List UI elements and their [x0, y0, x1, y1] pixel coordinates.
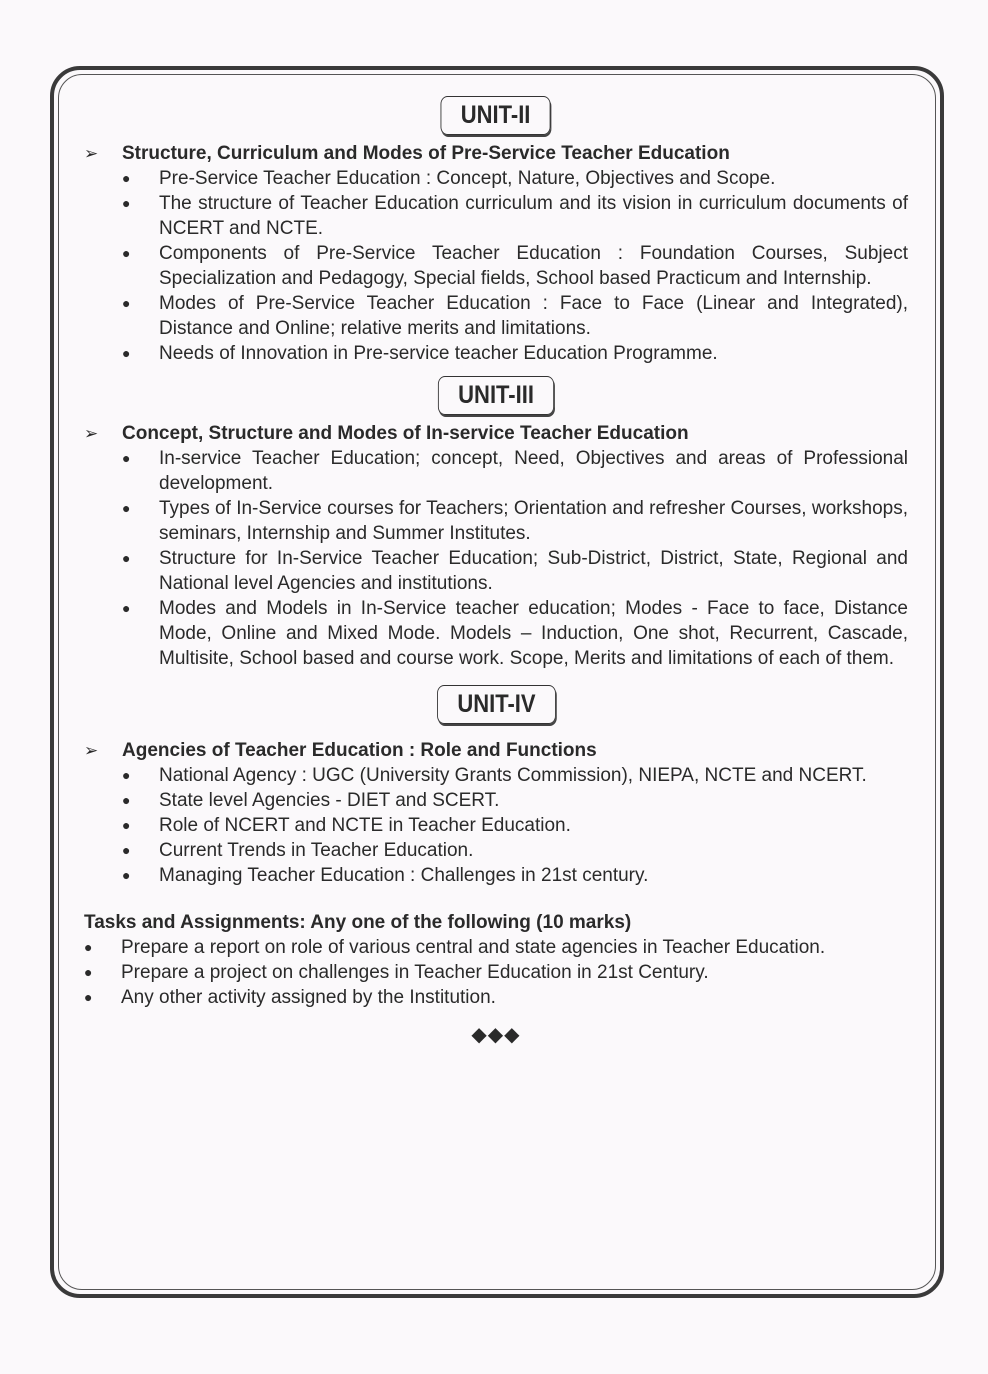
unit-3-topic-title: Concept, Structure and Modes of In-service Teacher Education: [122, 423, 689, 444]
arrow-bullet-icon: ➢: [84, 144, 99, 163]
unit-3-list: [84, 446, 908, 671]
list-item: ● Structure for In-Service Teacher Education; Sub-District, District, State, Regional and National level Agencies and institutions.: [122, 546, 908, 596]
list-item: ● National Agency : UGC (University Grants Commission), NIEPA, NCTE and NCERT.: [122, 763, 908, 788]
tasks-section: [84, 910, 908, 1010]
unit-2-list: [84, 166, 908, 366]
list-item: ● Modes and Models in In-Service teacher education; Modes - Face to face, Distance Mode, Online and Mixed Mode. Models – Induction, One shot, Recurrent, Cascade, Multisite, School based and course work. Scope, Merits and limitations of each of them.: [122, 596, 908, 671]
unit-3-topic: [84, 421, 908, 446]
unit-3-badge: UNIT-III: [438, 376, 554, 415]
list-item: ● Types of In-Service courses for Teachers; Orientation and refresher Courses, workshops, seminars, Internship and Summer Institutes.: [122, 496, 908, 546]
list-item: ● Current Trends in Teacher Education.: [122, 838, 908, 863]
bullet-icon: [122, 546, 159, 571]
bullet-icon: [122, 496, 159, 521]
unit-4-badge: UNIT-IV: [437, 685, 556, 724]
list-item: ● Prepare a project on challenges in Teacher Education in 21st Century.: [84, 960, 908, 985]
list-item: ● Pre-Service Teacher Education : Concept, Nature, Objectives and Scope.: [122, 166, 908, 191]
bullet-icon: [122, 166, 159, 191]
bullet-icon: [122, 191, 159, 216]
syllabus-content: [84, 96, 908, 1047]
bullet-icon: [84, 935, 121, 960]
unit-2-topic-title: Structure, Curriculum and Modes of Pre-Service Teacher Education: [122, 143, 730, 164]
unit-2-section: [84, 96, 908, 366]
tasks-heading: Tasks and Assignments: Any one of the following (10 marks): [84, 912, 632, 933]
bullet-icon: [84, 960, 121, 985]
list-item: ● State level Agencies - DIET and SCERT.: [122, 788, 908, 813]
list-item: ● Components of Pre-Service Teacher Education : Foundation Courses, Subject Specialization and Pedagogy, Special fields, School based Practicum and Internship.: [122, 241, 908, 291]
arrow-bullet-icon: ➢: [84, 424, 99, 443]
unit-4-topic-title: Agencies of Teacher Education : Role and Functions: [122, 740, 597, 761]
list-item: ● In-service Teacher Education; concept, Need, Objectives and areas of Professional development.: [122, 446, 908, 496]
bullet-icon: [84, 985, 121, 1010]
unit-2-topic: [84, 141, 908, 166]
arrow-bullet-icon: ➢: [84, 741, 99, 760]
bullet-icon: [122, 341, 159, 366]
unit-3-section: [84, 376, 908, 671]
unit-4-topic: [84, 738, 908, 763]
unit-4-section: [84, 685, 908, 888]
list-item: ● Modes of Pre-Service Teacher Education : Face to Face (Linear and Integrated), Distance and Online; relative merits and limitations.: [122, 291, 908, 341]
unit-2-badge: UNIT-II: [441, 96, 551, 135]
bullet-icon: [122, 446, 159, 471]
tasks-list: [84, 935, 908, 1010]
bullet-icon: [122, 788, 159, 813]
list-item: ● The structure of Teacher Education curriculum and its vision in curriculum documents of NCERT and NCTE.: [122, 191, 908, 241]
list-item: ● Needs of Innovation in Pre-service teacher Education Programme.: [122, 341, 908, 366]
bullet-icon: [122, 813, 159, 838]
list-item: ● Role of NCERT and NCTE in Teacher Education.: [122, 813, 908, 838]
diamond-divider-icon: ◆◆◆: [471, 1024, 521, 1046]
list-item: ● Prepare a report on role of various central and state agencies in Teacher Education.: [84, 935, 908, 960]
bullet-icon: [122, 596, 159, 621]
bullet-icon: [122, 863, 159, 888]
bullet-icon: [122, 241, 159, 266]
bullet-icon: [122, 838, 159, 863]
list-item: ● Any other activity assigned by the Institution.: [84, 985, 908, 1010]
bullet-icon: [122, 291, 159, 316]
unit-4-list: [84, 763, 908, 888]
list-item: ● Managing Teacher Education : Challenges in 21st century.: [122, 863, 908, 888]
bullet-icon: [122, 763, 159, 788]
